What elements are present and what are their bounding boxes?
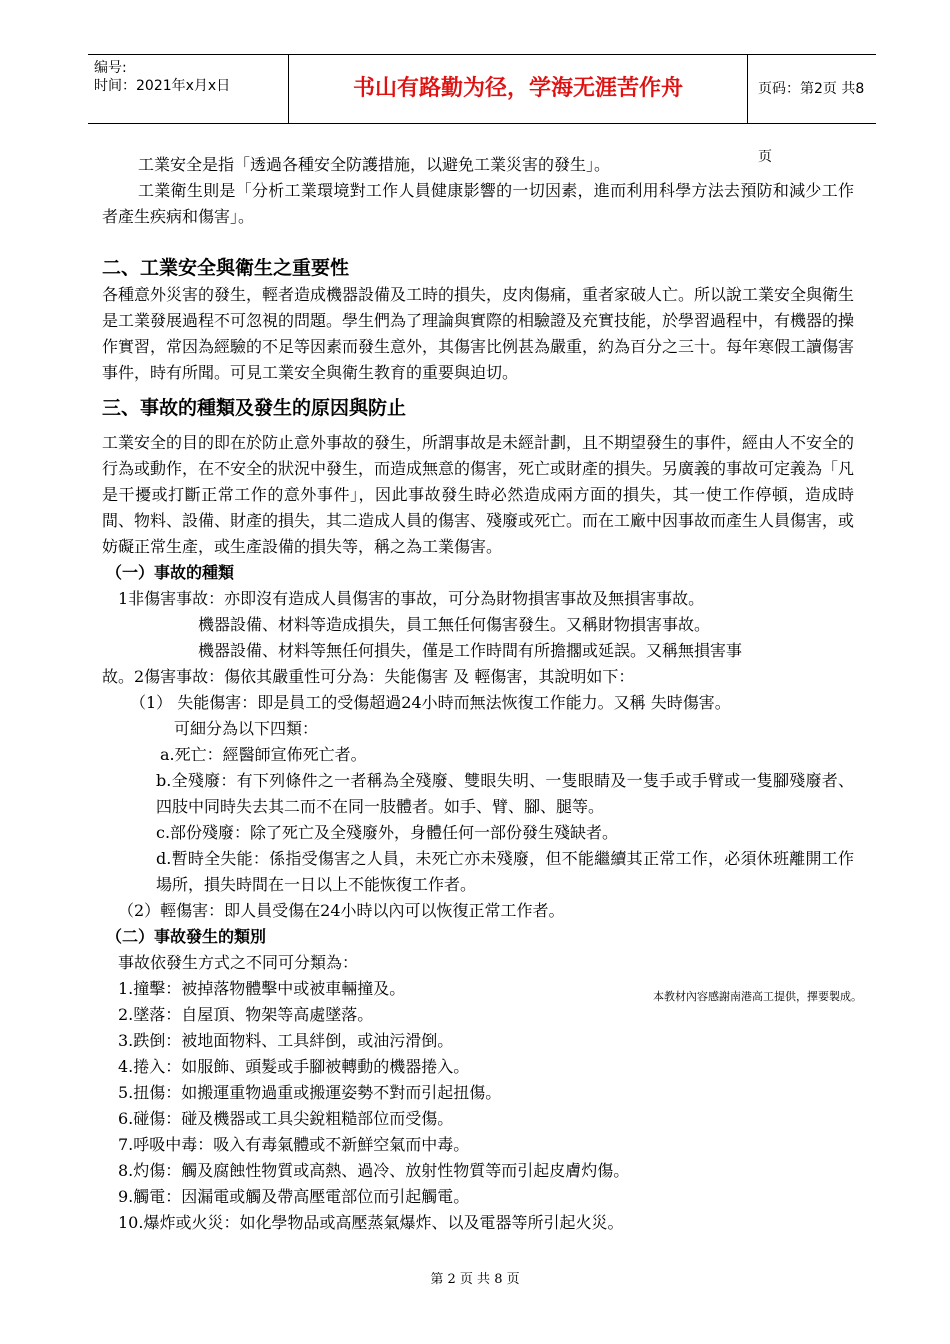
document-body [102,152,854,1236]
section-3-body: 工業安全的目的即在於防止意外事故的發生，所謂事故是未經計劃，且不期望發生的事件，經由人不安全的行為或動作，在不安全的狀況中發生，而造成無意的傷害，死亡或財產的損失。另廣義的事故可定義為「凡是干擾或打斷正常工作的意外事件」，因此事故發生時必然造成兩方面的損失，其一使工作停頓，造成時間、物料、設備、財產的損失，其二造成人員的傷害、殘廢或死亡。而在工廠中因事故而產生人員傷害，或妨礙正常生產，或生產設備的損失等，稱之為工業傷害。 [102,433,855,556]
list-item: 2.墜落：自屋頂、物架等高處墜落。 [118,1005,374,1024]
property-damage-line: 機器設備、材料等造成損失，員工無任何傷害發生。又稱財物損害事故。 [198,615,711,634]
list-item: 1.撞擊：被掉落物體擊中或被車輛撞及。 [118,979,406,998]
category-b: b.全殘廢：有下列條件之一者稱為全殘廢、雙眼失明、一隻眼睛及一隻手或手臂或一隻腳殘廢者、四肢中同時失去其二而不在同一肢體者。如手、臂、腳、腿等。 [156,771,854,816]
list-item: 3.跌倒：被地面物料、工具絆倒，或油污滑倒。 [118,1031,454,1050]
source-note: 本教材內容感謝南港高工提供，擇要製成。 [653,990,862,1003]
no-damage-line: 機器設備、材料等無任何損失，僅是工作時間有所擔擱或延誤。又稱無損害事 [198,641,743,660]
list-item: 8.灼傷：觸及腐蝕性物質或高熱、過冷、放射性物質等而引起皮膚灼傷。 [118,1161,630,1180]
header-meta [94,59,230,95]
subsection-1-title: （一）事故的種類 [106,563,235,582]
page-footer: 第 2 页 共 8 页 [430,1272,520,1287]
list-item: 5.扭傷：如搬運重物過重或搬運姿勢不對而引起扭傷。 [118,1083,502,1102]
disabling-injury-sub-line: 可細分為以下四類： [174,719,319,738]
header-motto: 书山有路勤为径，学海无涯苦作舟 [288,55,748,123]
time-label: 时间：2021年x月x日 [94,78,231,94]
intro-paragraph-2: 工業衛生則是「分析工業環境對工作人員健康影響的一切因素，進而利用科學方法去預防和減少工作者產生疾病和傷害」。 [102,181,854,226]
category-c: c.部份殘廢：除了死亡及全殘廢外，身體任何一部份發生殘缺者。 [156,823,619,842]
accident-type-list [102,976,854,1236]
section-3-title: 三、事故的種類及發生的原因與防止 [102,397,407,419]
disabling-injury-line: （1） 失能傷害：即是員工的受傷超過24小時而無法恢復工作能力。又稱 失時傷害。 [130,693,731,712]
number-label: 编号: [94,60,127,76]
minor-injury-line: （2）輕傷害：即人員受傷在24小時以內可以恢復正常工作者。 [118,901,565,920]
section-2-body: 各種意外災害的發生，輕者造成機器設備及工時的損失，皮肉傷痛，重者家破人亡。所以說工業安全與衛生是工業發展過程不可忽視的問題。學生們為了理論與實際的相驗證及充實技能，於學習過程中，有機器的操作實習，常因為經驗的不足等因素而發生意外，其傷害比例甚為嚴重，約為百分之三十。每年寒假工讀傷害事件，時有所聞。可見工業安全與衛生教育的重要與迫切。 [102,285,855,382]
category-d: d.暫時全失能：係指受傷害之人員，未死亡亦未殘廢，但不能繼續其正常工作，必須休班離開工作場所，損失時間在一日以上不能恢復工作者。 [156,849,854,894]
list-item: 10.爆炸或火災：如化學物品或高壓蒸氣爆炸、以及電器等所引起火災。 [118,1213,624,1232]
intro-paragraph-1: 工業安全是指「透過各種安全防護措施，以避免工業災害的發生」。 [138,155,611,174]
list-item: 6.碰傷：碰及機器或工具尖銳粗糙部位而受傷。 [118,1109,454,1128]
list-item: 7.呼吸中毒：吸入有毒氣體或不新鮮空氣而中毒。 [118,1135,470,1154]
classification-lead: 事故依發生方式之不同可分類為： [118,953,359,972]
non-injury-line: 1非傷害事故：亦即沒有造成人員傷害的事故，可分為財物損害事故及無損害事故。 [118,589,705,608]
list-item: 4.捲入：如服飾、頭髮或手腳被轉動的機器捲入。 [118,1057,470,1076]
injury-line: 故。2傷害事故：傷依其嚴重性可分為：失能傷害 及 輕傷害，其說明如下： [102,667,635,686]
section-2-title: 二、工業安全與衛生之重要性 [102,257,350,279]
subsection-2-title: （二）事故發生的類別 [106,927,267,946]
list-item: 9.觸電：因漏電或觸及帶高壓電部位而引起觸電。 [118,1187,470,1206]
header-page-info: 页码：第2页 共8页 [758,81,865,165]
category-a: a.死亡：經醫師宣佈死亡者。 [160,745,367,764]
